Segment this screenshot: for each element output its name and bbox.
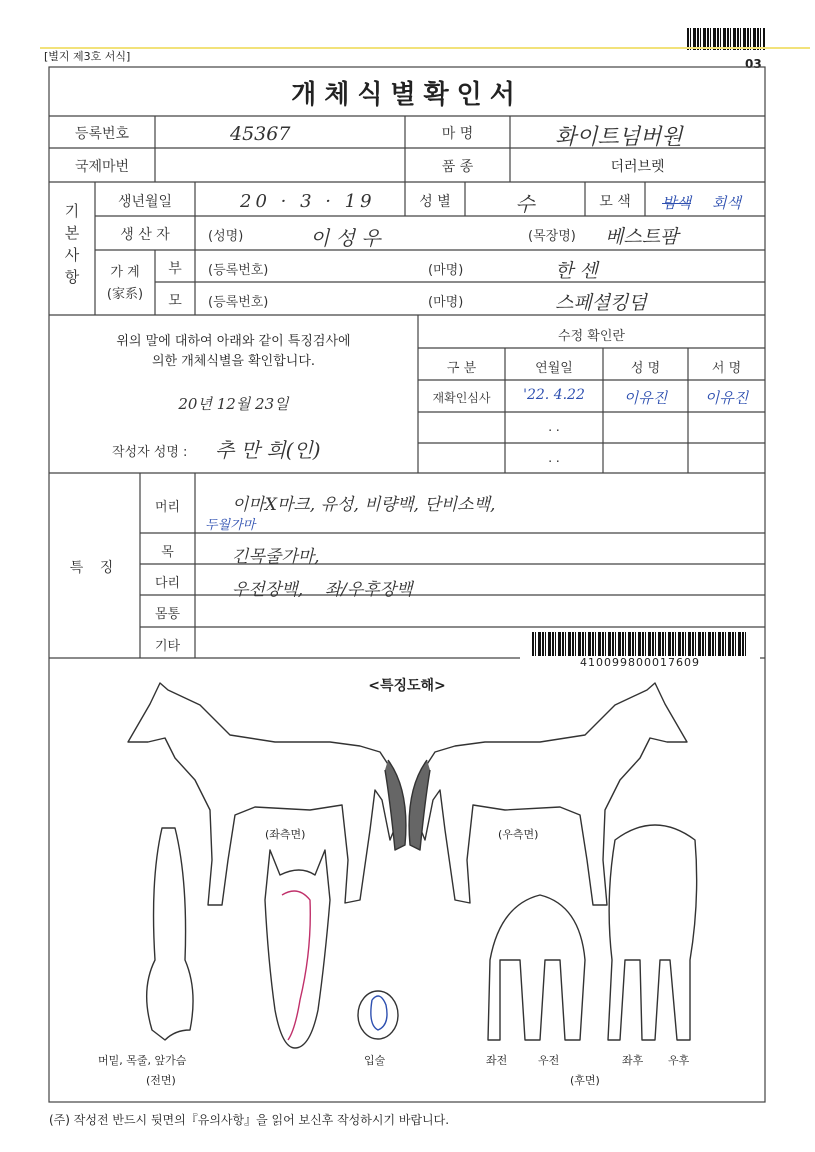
- revision-header-name: 성 명: [630, 361, 661, 376]
- right-side-label: (우측면): [498, 828, 539, 841]
- revision-header-date: 연월일: [535, 361, 573, 376]
- sire-reg-label: (등록번호): [208, 263, 269, 278]
- diagram-title: <특징도해>: [368, 678, 446, 694]
- revision-row-1-date: '22. 4.22: [523, 387, 585, 403]
- left-front-label: 좌전: [486, 1054, 508, 1067]
- sex-label: 성 별: [419, 194, 451, 210]
- etc-label: 기타: [154, 639, 181, 654]
- reg-no-label: 등록번호: [74, 126, 130, 142]
- form-tag: [별지 제3호 서식]: [44, 50, 131, 63]
- writer-label: 작성자 성명 :: [112, 445, 188, 460]
- revision-row-1-name: 이유진: [623, 389, 668, 407]
- barcode-number: 410099800017609: [580, 656, 700, 669]
- birth-value: 20 · 3 · 19: [240, 191, 376, 212]
- farm-label: (목장명): [528, 229, 576, 244]
- confirm-text-1: 위의 말에 대하여 아래와 같이 특징검사에: [116, 334, 351, 349]
- page-title: 개체식별확인서: [291, 80, 523, 110]
- dam-label: 모: [168, 293, 182, 309]
- neck-value: 긴목줄가마,: [232, 547, 320, 567]
- farm-value: 베스트팜: [605, 226, 679, 248]
- head-extra: 두월가마: [205, 518, 256, 533]
- leg-label: 다리: [154, 576, 181, 591]
- reg-no-value: 45367: [230, 123, 291, 145]
- producer-label: 생 산 자: [120, 227, 170, 243]
- sire-label: 부: [168, 261, 182, 277]
- rear-label: (후면): [570, 1074, 600, 1087]
- horse-name-value: 화이트넘버원: [555, 125, 683, 150]
- revision-row-1-type: 재확인심사: [432, 391, 491, 405]
- sex-value: 수: [515, 192, 535, 216]
- revision-row-1-sign: 이유진: [704, 389, 749, 407]
- breed-label: 품 종: [441, 159, 474, 175]
- body-label: 몸통: [154, 607, 181, 622]
- lineage-label: 가 계 (家系): [106, 265, 144, 302]
- writer-value: 추 만 희(인): [215, 438, 321, 462]
- front-label: (전면): [146, 1074, 176, 1087]
- horse-name-label: 마 명: [441, 126, 474, 142]
- breed-value: 더러브렛: [610, 159, 665, 175]
- dam-name-value: 스페셜킹덤: [555, 292, 647, 314]
- confirm-date: 20년 12월 23일: [178, 395, 289, 413]
- confirm-text-2: 의한 개체식별을 확인합니다.: [151, 354, 316, 369]
- head-value: 이마X마크, 유성, 비량백, 단비소백,: [232, 495, 496, 515]
- sire-name-value: 한 센: [555, 260, 598, 282]
- producer-name-label: (성명): [208, 229, 244, 244]
- basic-section-label: 기 본 사 항: [64, 202, 80, 286]
- footer-note: (주) 작성전 반드시 뒷면의『유의사항』을 읽어 보신후 작성하시기 바랍니다.: [49, 1113, 450, 1127]
- revision-row-3-date: . .: [548, 451, 560, 465]
- color-label: 모 색: [599, 194, 631, 210]
- dam-reg-label: (등록번호): [208, 295, 269, 310]
- dam-name-label: (마명): [428, 295, 464, 310]
- right-hind-label: 우후: [668, 1054, 690, 1067]
- revision-header-sign: 서 명: [711, 361, 742, 376]
- features-section-label: 특 징: [69, 560, 120, 576]
- page-number: 03: [745, 57, 762, 71]
- birth-label: 생년월일: [117, 194, 173, 210]
- sire-name-label: (마명): [428, 263, 464, 278]
- intl-no-label: 국제마번: [74, 159, 130, 175]
- left-side-label: (좌측면): [265, 828, 306, 841]
- head-label: 머리: [154, 500, 181, 515]
- revision-header-type: 구 분: [446, 361, 477, 376]
- left-hind-label: 좌후: [622, 1054, 644, 1067]
- color-value: 회색: [712, 194, 741, 212]
- color-struck: 밤색: [662, 194, 691, 212]
- right-front-label: 우전: [538, 1054, 560, 1067]
- lips-label: 입술: [364, 1054, 386, 1067]
- leg-value: 우전장백, 좌/우후장백: [232, 580, 413, 600]
- producer-name-value: 이 성 우: [310, 226, 381, 250]
- front-caption: 머밑, 목줄, 앞가슴: [98, 1054, 187, 1067]
- revision-title: 수정 확인란: [558, 329, 625, 344]
- revision-row-2-date: . .: [548, 420, 560, 434]
- neck-label: 목: [161, 545, 174, 560]
